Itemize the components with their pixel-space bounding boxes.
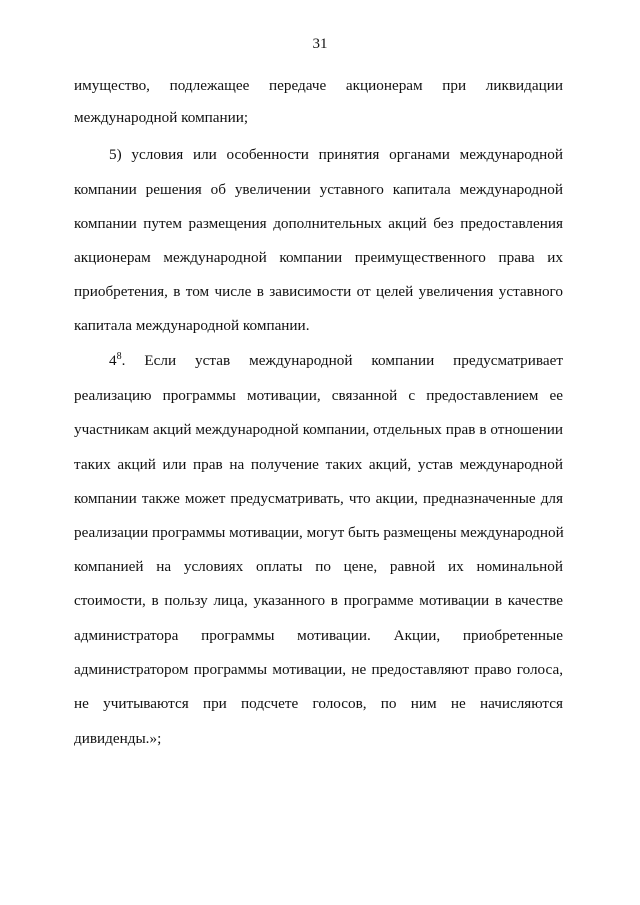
paragraph-3-line-9: администратора программы мотивации. Акции, приобретенные xyxy=(74,627,563,644)
paragraph-3-line-12: дивиденды.»; xyxy=(74,730,162,747)
paragraph-3-line-1 xyxy=(109,351,563,371)
paragraph-3-line-6: реализации программы мотивации, могут быть размещены международной xyxy=(74,524,564,541)
page-number: 31 xyxy=(312,36,328,52)
paragraph-3-line-8: стоимости, в пользу лица, указанного в программе мотивации в качестве xyxy=(74,592,563,609)
paragraph-3-line-3: участникам акций международной компании, отдельных прав в отношении xyxy=(74,421,563,438)
paragraph-2-line-2: компании решения об увеличении уставного капитала международной xyxy=(74,181,563,198)
paragraph-3-line-10: администратором программы мотивации, не предоставляют право голоса, xyxy=(74,661,563,678)
paragraph-1-line-1: имущество, подлежащее передаче акционерам при ликвидации xyxy=(74,77,563,94)
paragraph-3-line-4: таких акций или прав на получение таких акций, устав международной xyxy=(74,456,563,473)
paragraph-2-line-1: 5) условия или особенности принятия органами международной xyxy=(109,146,563,163)
paragraph-2-line-3: компании путем размещения дополнительных акций без предоставления xyxy=(74,215,563,232)
paragraph-3-line-2: реализацию программы мотивации, связанной с предоставлением ее xyxy=(74,387,563,404)
paragraph-2-line-6: капитала международной компании. xyxy=(74,317,310,334)
item-number: 4 xyxy=(109,352,117,369)
paragraph-3-line-1-text: . Если устав международной компании предусматривает xyxy=(121,352,563,369)
item-superscript: 8 xyxy=(116,351,122,362)
paragraph-2-line-5: приобретения, в том числе в зависимости от целей увеличения уставного xyxy=(74,283,563,300)
paragraph-2-line-4: акционерам международной компании преимущественного права их xyxy=(74,249,563,266)
paragraph-3-line-5: компании также может предусматривать, что акции, предназначенные для xyxy=(74,490,563,507)
paragraph-3-line-7: компанией на условиях оплаты по цене, равной их номинальной xyxy=(74,558,563,575)
paragraph-3-line-11: не учитываются при подсчете голосов, по ним не начисляются xyxy=(74,695,563,712)
paragraph-1-line-2: международной компании; xyxy=(74,109,249,126)
